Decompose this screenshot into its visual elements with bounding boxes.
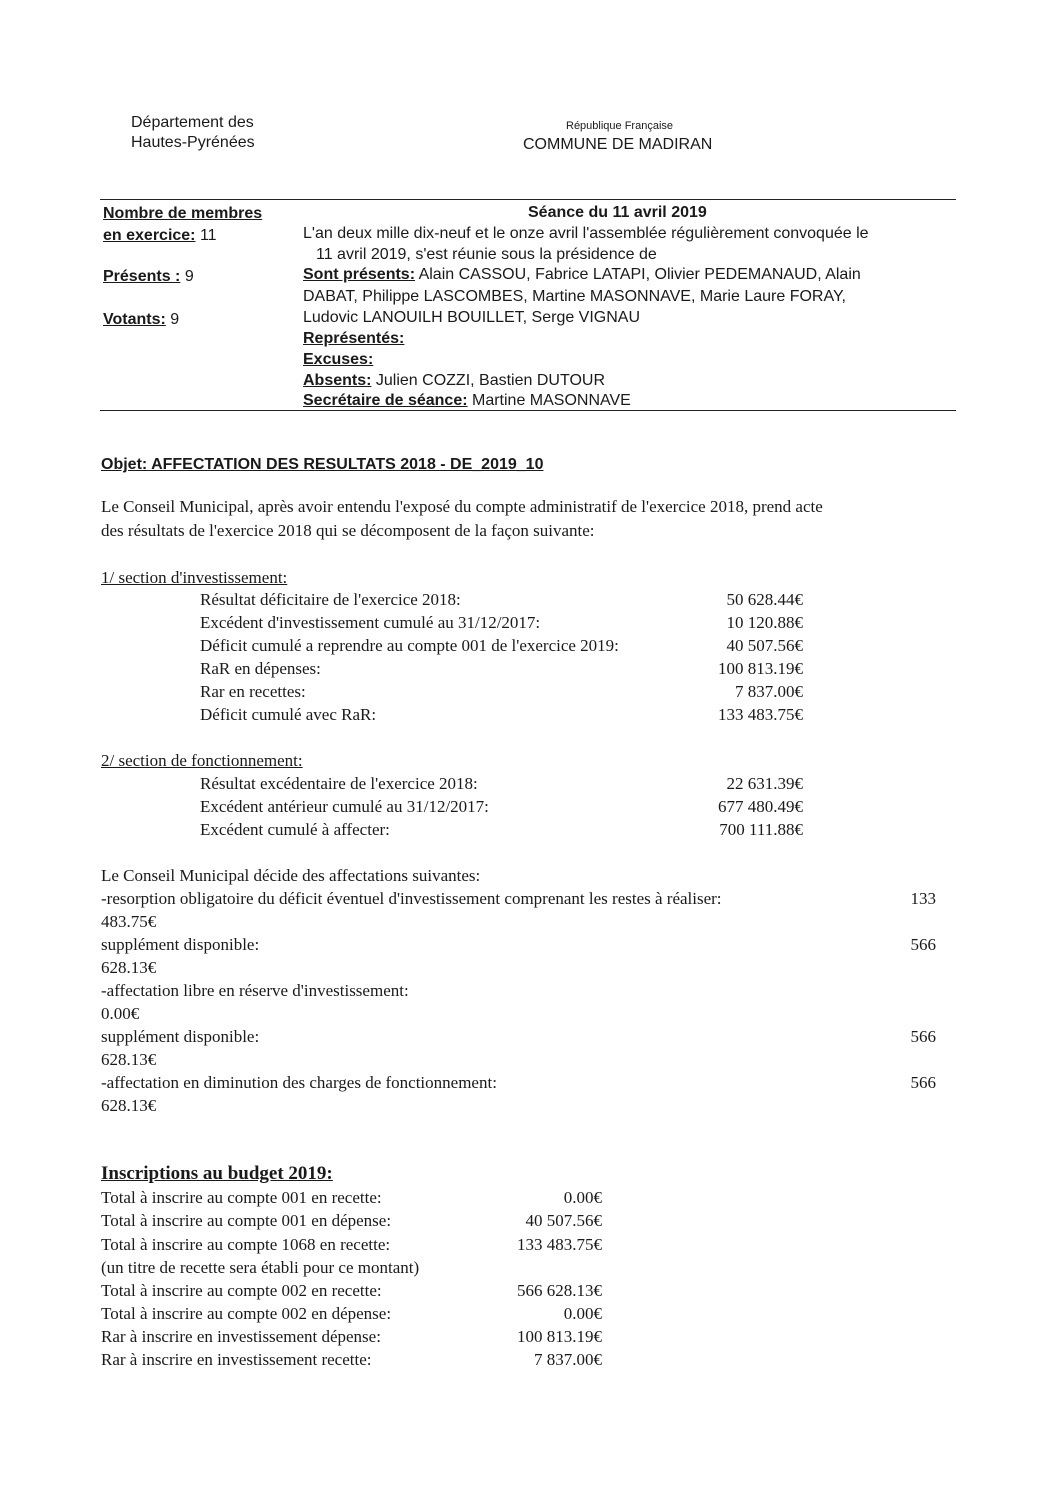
operation-row-value: 677 480.49€ <box>718 797 803 816</box>
absent-line <box>303 372 605 390</box>
budget-row-label: Total à inscrire au compte 1068 en recette: <box>101 1235 391 1254</box>
decision-amount-end: 628.13€ <box>101 1050 157 1069</box>
represented-label: Représentés: <box>303 330 405 347</box>
intro-line-2: des résultats de l'exercice 2018 qui se décomposent de la façon suivante: <box>101 521 595 540</box>
budget-row-note: (un titre de recette sera établi pour ce montant) <box>101 1258 420 1277</box>
decision-amount-end: 483.75€ <box>101 912 157 931</box>
commune-name: COMMUNE DE MADIRAN <box>523 136 713 153</box>
decision-amount-start: 566 <box>910 935 936 954</box>
budget-heading: Inscriptions au budget 2019: <box>101 1163 333 1184</box>
investment-row-label: Résultat déficitaire de l'exercice 2018: <box>200 590 461 609</box>
budget-row-value: 7 837.00€ <box>534 1350 602 1369</box>
secretary-name: Martine MASONNAVE <box>467 392 631 409</box>
operation-row-label: Résultat excédentaire de l'exercice 2018: <box>200 774 478 793</box>
budget-row-value: 40 507.56€ <box>525 1211 602 1230</box>
members-count <box>103 227 217 245</box>
operation-row-label: Excédent antérieur cumulé au 31/12/2017: <box>200 797 489 816</box>
meeting-intro-line-2: 11 avril 2019, s'est réunie sous la présidence de <box>316 246 657 263</box>
decisions-heading: Le Conseil Municipal décide des affectations suivantes: <box>101 866 481 885</box>
investment-row-value: 100 813.19€ <box>718 659 803 678</box>
investment-heading: 1/ section d'investissement: <box>101 568 288 587</box>
absent-label: Absents: <box>303 372 372 389</box>
top-rule <box>100 199 956 200</box>
operation-row-value: 22 631.39€ <box>726 774 803 793</box>
investment-row-label: Déficit cumulé avec RaR: <box>200 705 377 724</box>
decision-amount-start: 566 <box>910 1073 936 1092</box>
republic-label: République Française <box>566 120 674 132</box>
investment-row-value: 50 628.44€ <box>726 590 803 609</box>
absent-names: Julien COZZI, Bastien DUTOUR <box>371 372 605 389</box>
budget-row-value: 566 628.13€ <box>517 1281 602 1300</box>
investment-row-value: 40 507.56€ <box>726 636 803 655</box>
department-line-1: Département des <box>131 114 254 131</box>
operation-row-label: Excédent cumulé à affecter: <box>200 820 390 839</box>
presents-heading: Sont présents: <box>303 266 416 283</box>
budget-row-label: Total à inscrire au compte 001 en recette: <box>101 1188 382 1207</box>
budget-row-value: 0.00€ <box>563 1304 602 1323</box>
presents-line-3: Ludovic LANOUILH BOUILLET, Serge VIGNAU <box>303 309 641 326</box>
presents-line-2: DABAT, Philippe LASCOMBES, Martine MASONNAVE, Marie Laure FORAY, <box>303 288 846 305</box>
decision-label: -resorption obligatoire du déficit éventuel d'investissement comprenant les restes à réaliser: <box>101 889 722 908</box>
presents-line-1 <box>303 266 861 284</box>
votants-count <box>103 311 179 329</box>
decision-label: -affectation en diminution des charges de fonctionnement: <box>101 1073 497 1092</box>
investment-row-label: Rar en recettes: <box>200 682 306 701</box>
decision-amount-start: 133 <box>910 889 936 908</box>
decision-amount-end: 0.00€ <box>101 1004 140 1023</box>
decision-label: -affectation libre en réserve d'investissement: <box>101 981 409 1000</box>
object-title: Objet: AFFECTATION DES RESULTATS 2018 - DE_2019_10 <box>101 456 544 473</box>
investment-row-label: Déficit cumulé a reprendre au compte 001 de l'exercice 2019: <box>200 636 619 655</box>
budget-row-label: Total à inscrire au compte 002 en recette: <box>101 1281 382 1300</box>
presents-names-1: Alain CASSOU, Fabrice LATAPI, Olivier PEDEMANAUD, Alain <box>415 266 861 283</box>
budget-row-label: Total à inscrire au compte 002 en dépense: <box>101 1304 392 1323</box>
decision-amount-end: 628.13€ <box>101 958 157 977</box>
excused-label: Excuses: <box>303 351 374 368</box>
bottom-rule <box>100 410 956 411</box>
meeting-title: Séance du 11 avril 2019 <box>528 204 707 221</box>
operation-heading: 2/ section de fonctionnement: <box>101 751 303 770</box>
presents-label: Présents : <box>103 268 181 285</box>
operation-row-value: 700 111.88€ <box>719 820 803 839</box>
secretary-label: Secrétaire de séance: <box>303 392 468 409</box>
budget-row-value: 100 813.19€ <box>517 1327 602 1346</box>
votants-label: Votants: <box>103 311 166 328</box>
investment-row-value: 10 120.88€ <box>726 613 803 632</box>
meeting-intro-line-1: L'an deux mille dix-neuf et le onze avril l'assemblée régulièrement convoquée le <box>303 225 869 242</box>
budget-row-value: 133 483.75€ <box>517 1235 602 1254</box>
investment-row-value: 133 483.75€ <box>718 705 803 724</box>
decision-amount-start: 566 <box>910 1027 936 1046</box>
members-label-1: Nombre de membres <box>103 205 263 222</box>
intro-line-1: Le Conseil Municipal, après avoir entendu l'exposé du compte administratif de l'exercice 2018, prend acte <box>101 497 823 516</box>
investment-row-label: RaR en dépenses: <box>200 659 321 678</box>
budget-row-value: 0.00€ <box>563 1188 602 1207</box>
budget-row-label: Total à inscrire au compte 001 en dépense: <box>101 1211 392 1230</box>
members-label-2: en exercice: <box>103 227 196 244</box>
department-line-2: Hautes-Pyrénées <box>131 134 255 151</box>
investment-row-label: Excédent d'investissement cumulé au 31/12/2017: <box>200 613 541 632</box>
budget-row-label: Rar à inscrire en investissement recette: <box>101 1350 372 1369</box>
budget-row-label: Rar à inscrire en investissement dépense: <box>101 1327 381 1346</box>
secretary-line <box>303 392 631 410</box>
members-value: 11 <box>195 227 217 244</box>
votants-value: 9 <box>165 311 180 328</box>
presents-count <box>103 268 194 286</box>
decision-label: supplément disponible: <box>101 935 260 954</box>
presents-value: 9 <box>180 268 194 285</box>
decision-amount-end: 628.13€ <box>101 1096 157 1115</box>
decision-label: supplément disponible: <box>101 1027 260 1046</box>
investment-row-value: 7 837.00€ <box>735 682 803 701</box>
